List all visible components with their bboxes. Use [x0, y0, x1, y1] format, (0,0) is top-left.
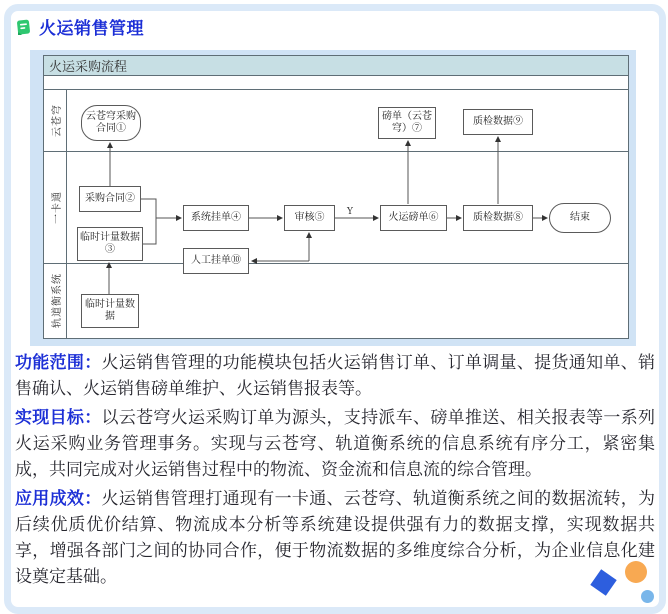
page-header	[16, 14, 144, 39]
section-text: 火运销售管理的功能模块包括火运销售订单、订单调量、提货通知单、销售确认、火运销售磅单维护、火运销售报表等。	[15, 353, 656, 398]
flow-node-review-5: 审核⑤	[284, 205, 335, 231]
lane-label-cloud: 云苍穹	[51, 103, 63, 137]
section-text: 以云苍穹火运采购订单为源头，支持派车、磅单推送、相关报表等一系列火运采购业务管理事务。实现与云苍穹、轨道衡系统的信息系统有序分工，紧密集成，共同完成对火运销售过程中的物流、资金流和信息流的综合管理。	[15, 408, 656, 479]
document-icon	[16, 19, 32, 35]
section-results	[15, 486, 655, 590]
flow-node-system-order-4: 系统挂单④	[183, 205, 249, 231]
page-title: 火运销售管理	[39, 19, 144, 38]
flow-node-temp-measure-data: 临时计量数据	[81, 294, 139, 328]
flowchart	[43, 55, 629, 339]
flow-node-weigh-ticket-cloud: 磅单（云苍穹）⑦	[378, 107, 436, 139]
flow-node-quality-data-9: 质检数据⑨	[463, 109, 533, 135]
body-text	[15, 350, 655, 593]
section-text: 火运销售管理打通现有一卡通、云苍穹、轨道衡系统之间的数据流转，为后续优质优价结算、物流成本分析等系统建设提供强有力的数据支撑，实现数据共享，增强各部门之间的协同合作，便于物流数据的多维度综合分析，为企业信息化建设奠定基础。	[15, 489, 656, 586]
section-label: 实现目标：	[15, 408, 102, 427]
flow-node-end: 结束	[549, 203, 611, 233]
edge-label-yes: Y	[347, 207, 353, 217]
decor-orange-circle	[625, 561, 647, 583]
flow-node-purchase-contract-2: 采购合同②	[79, 186, 141, 212]
flow-node-temp-measure-data-3: 临时计量数据③	[77, 227, 143, 261]
flow-node-quality-data-8: 质检数据⑧	[463, 205, 533, 231]
flowchart-title: 火运采购流程	[49, 60, 128, 75]
lane-label-onecard: 一卡通	[51, 190, 63, 224]
section-goals	[15, 405, 655, 483]
decor-small-blue-circle	[641, 590, 654, 603]
flow-node-cloud-purchase-contract: 云苍穹采购合同①	[81, 105, 141, 141]
flow-node-manual-order-10: 人工挂单⑩	[183, 248, 249, 274]
flow-node-rail-weigh-ticket-6: 火运磅单⑥	[380, 205, 447, 231]
flowchart-panel	[30, 50, 636, 346]
lane-label-trackscale: 轨道衡系统	[51, 273, 63, 328]
section-label: 应用成效：	[15, 489, 102, 508]
section-function-scope	[15, 350, 655, 402]
section-label: 功能范围：	[15, 353, 102, 372]
